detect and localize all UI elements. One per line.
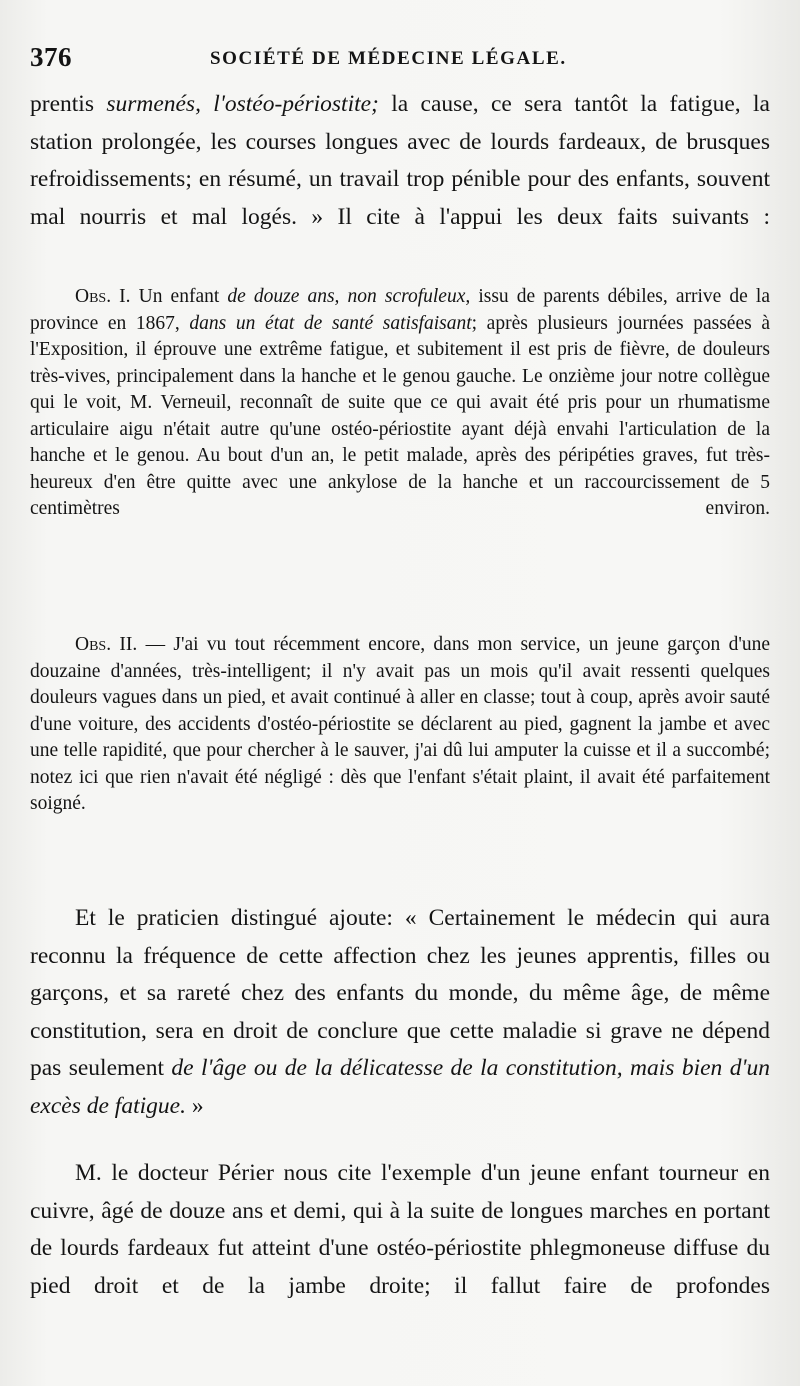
- page-number: 376: [30, 42, 72, 72]
- observation-label: Obs. II.: [75, 634, 138, 655]
- observation-text: issu de parents débiles, arrive de la province en 1867,: [30, 286, 770, 334]
- italic-phrase: de l'âge ou de la délicatesse de la constitution, mais bien d'un excès de fatigue.: [30, 1055, 770, 1119]
- observation-2: [30, 632, 770, 818]
- paragraph-quote: [30, 900, 770, 1125]
- paragraph-continuation: [30, 86, 770, 236]
- italic-phrase: dans un état de santé satisfaisant: [189, 312, 472, 334]
- observation-text: ; après plusieurs journées passées à l'Exposition, il éprouve une extrême fatigue, et subitement il est pris de fièvre, de douleurs très-vives, principalement dans la hanche et le genou gauche. Le onzième jour notre collègue qui le voit, M. Verneuil, reconnaît de suite que ce qui avait été pris pour un rhumatisme articulaire aigu n'était autre qu'une ostéo-périostite ayant déjà envahi l'articulation de la hanche et le genou. Au bout d'un an, le petit malade, après des péripéties graves, fut très-heureux d'en être quitte avec une ankylose de la hanche et un raccourcissement de 5 centimètres environ.: [30, 312, 770, 519]
- observation-label: Obs. I.: [75, 286, 131, 307]
- paragraph-text: M. le docteur Périer nous cite l'exemple d'un jeune enfant tourneur en cuivre, âgé de douze ans et demi, qui à la suite de longues marches en portant de lourds fardeaux fut atteint d'une ostéo-périostite phlegmoneuse diffuse du pied droit et de la jambe droite; il fallut faire de profondes: [30, 1160, 770, 1299]
- running-head: SOCIÉTÉ DE MÉDECINE LÉGALE.: [210, 48, 567, 69]
- paragraph-text: prentis: [30, 91, 107, 117]
- paragraph-text: Et le praticien distingué ajoute: « Certainement le médecin qui aura reconnu la fréquence de cette affection chez les jeunes apprentis, filles ou garçons, et sa rareté chez des enfants du monde, du même âge, de même constitution, sera en droit de conclure que cette maladie si grave ne dépend pas seulement: [30, 905, 770, 1081]
- paragraph-text: la cause, ce sera tantôt la fatigue, la station prolongée, les courses longues avec de lourds fardeaux, de brusques refroidissements; en résumé, un travail trop pénible pour des enfants, souvent mal nourris et mal logés. » Il cite à l'appui les deux faits suivants :: [30, 91, 770, 230]
- page-header: [30, 42, 770, 76]
- observation-1: [30, 284, 770, 523]
- italic-phrase: surmenés, l'ostéo-périostite;: [106, 91, 379, 117]
- paragraph-perier: [30, 1155, 770, 1305]
- observation-text: — J'ai vu tout récemment encore, dans mon service, un jeune garçon d'une douzaine d'années, très-intelligent; il n'y avait pas un mois qu'il avait ressenti quelques douleurs vagues dans un pied, et avait continué à aller en classe; tout à coup, après avoir sauté d'une voiture, des accidents d'ostéo-périostite se déclarent au pied, gagnent la jambe et avec une telle rapidité, que pour chercher à le sauver, j'ai dû lui amputer la cuisse et il a succombé; notez ici que rien n'avait été négligé : dès que l'enfant s'était plaint, il avait été parfaitement soigné.: [30, 634, 770, 814]
- paragraph-text: »: [185, 1092, 204, 1119]
- italic-phrase: de douze ans, non scrofuleux,: [227, 286, 471, 307]
- observation-text: Un enfant: [130, 286, 228, 307]
